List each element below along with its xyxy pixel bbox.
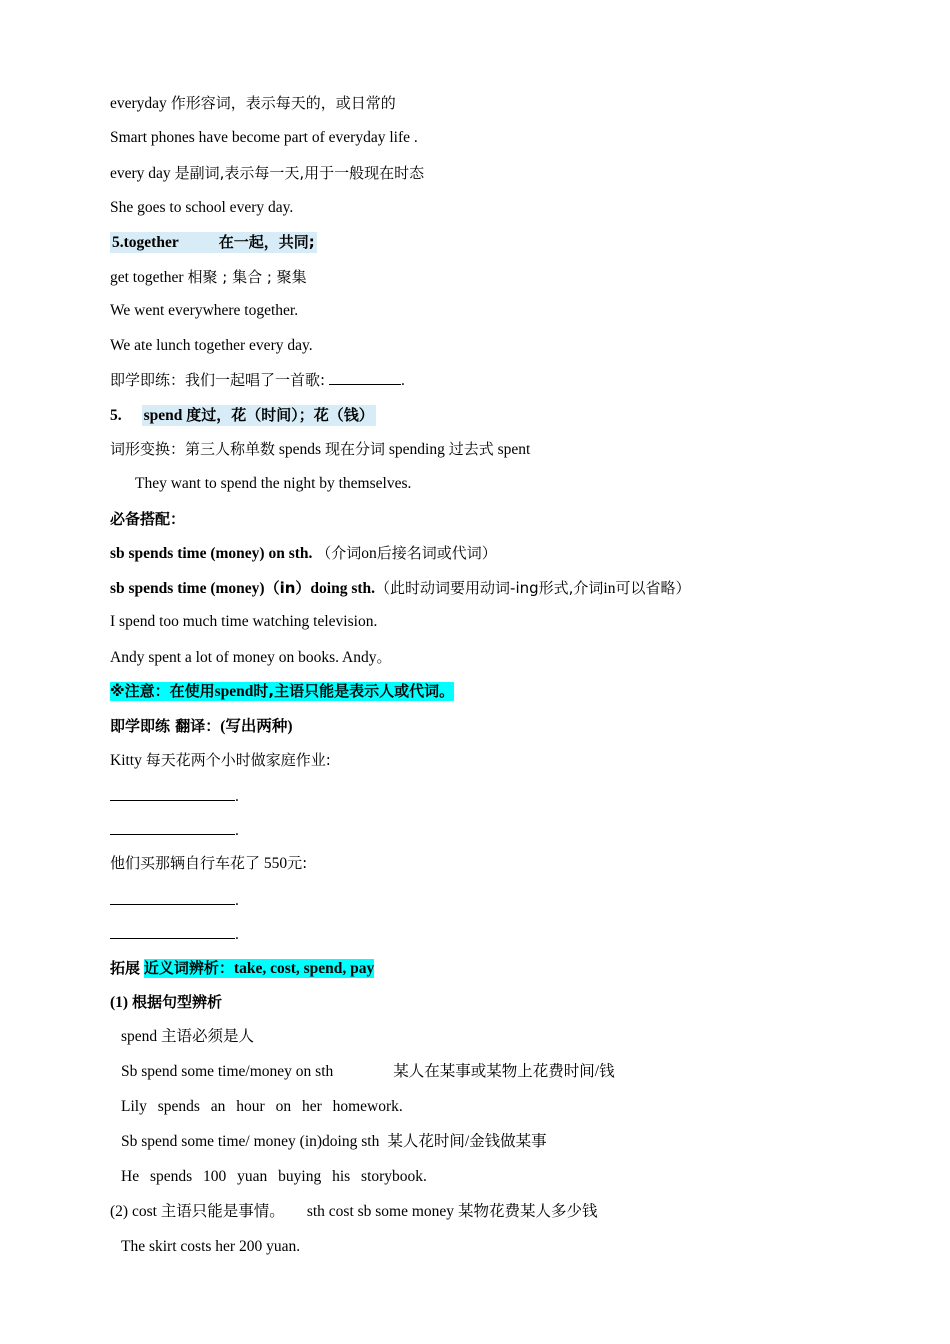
- period: .: [235, 788, 239, 805]
- period: .: [400, 372, 405, 389]
- rule-text: 主语只能是事情。: [160, 1203, 285, 1220]
- label-third-person: 词形变换：第三人称单数: [110, 440, 276, 458]
- heading-highlight: [142, 405, 376, 426]
- answer-blank[interactable]: [329, 370, 401, 385]
- collocation-doing: [110, 578, 691, 599]
- explanation: 是副词,表示每一天,用于一般现在时态: [174, 164, 425, 182]
- pattern: Sb spend some time/ money (in)doing sth: [121, 1133, 380, 1150]
- collocations-heading: 必备搭配：: [110, 510, 186, 528]
- answer-blank[interactable]: [110, 820, 235, 835]
- pattern-in: （in）: [264, 579, 311, 597]
- practice-label: 即学即练 翻译：: [110, 717, 221, 735]
- form-spent: spent: [497, 441, 531, 458]
- practice-line: [110, 370, 405, 391]
- attention-note: [110, 681, 454, 702]
- practice-prompt: 即学即练：我们一起唱了一首歌:: [110, 371, 326, 389]
- period: .: [235, 822, 239, 839]
- answer-line: [110, 924, 239, 945]
- synonyms-label: 近义词辨析：: [143, 959, 234, 977]
- answer-line: [110, 820, 239, 841]
- prompt-end: 元:: [287, 854, 308, 872]
- example-sentence: We went everywhere together.: [110, 302, 299, 319]
- example-sentence: They want to spend the night by themselves.: [135, 475, 412, 492]
- answer-blank[interactable]: [110, 924, 235, 939]
- term: (2) cost: [110, 1203, 157, 1220]
- pattern: sb spends time (money): [110, 580, 265, 597]
- attention-highlight: [110, 682, 454, 701]
- cost-rule: [110, 1202, 597, 1222]
- pattern-meaning: 某物花费某人多少钱: [457, 1203, 598, 1220]
- note-start: ※注意：在使用: [110, 682, 215, 700]
- extension-highlight: [144, 959, 374, 978]
- heading-term: 5.together: [112, 234, 179, 251]
- example-sentence: Smart phones have become part of everyday life .: [110, 129, 418, 146]
- example-sentence: [110, 647, 392, 668]
- pattern-line: [121, 1132, 547, 1152]
- term: everyday: [110, 95, 167, 112]
- note-word: in: [603, 580, 616, 597]
- example-sentence: He spends 100 yuan buying his storybook.: [121, 1168, 427, 1185]
- term: every day: [110, 165, 171, 182]
- synonyms-list: take, cost, spend, pay: [233, 960, 375, 977]
- example-sentence: The skirt costs her 200 yuan.: [121, 1238, 301, 1255]
- pattern-doing: doing sth.: [310, 580, 376, 597]
- prompt-text: 每天花两个小时做家庭作业:: [145, 751, 331, 769]
- prompt-text: 他们买那辆自行车花了: [110, 854, 261, 872]
- extension-heading: [110, 958, 374, 979]
- period: .: [235, 926, 239, 943]
- subheading-text: 根据句型辨析: [131, 993, 222, 1011]
- heading-highlight: [110, 232, 317, 253]
- form-spends: spends: [278, 441, 322, 458]
- note-end: 可以省略）: [615, 579, 691, 597]
- pattern-meaning: 某人在某事或某物上花费时间/钱: [393, 1063, 615, 1080]
- collocation-on: [110, 543, 497, 564]
- note-word: spend: [214, 683, 254, 700]
- spend-rule: [121, 1027, 254, 1047]
- punctuation: 。: [376, 648, 392, 666]
- note: （此时动词要用动词-ing形式,介词: [375, 579, 604, 597]
- term: spend: [121, 1028, 158, 1045]
- label-past-tense: 过去式: [448, 440, 494, 458]
- note-end: 时,主语只能是表示人或代词。: [253, 682, 455, 700]
- note-word: on: [361, 545, 377, 562]
- line-get-together: [110, 267, 307, 288]
- example-sentence: She goes to school every day.: [110, 199, 294, 216]
- word-forms-line: [110, 439, 530, 460]
- explanation: 作形容词，表示每天的，或日常的: [170, 94, 396, 112]
- example-sentence: I spend too much time watching television.: [110, 613, 378, 630]
- heading-number: 5.: [110, 407, 122, 424]
- line-every-day-adv: [110, 163, 424, 184]
- heading-meaning: 度过，花（时间）；花（钱）: [186, 406, 374, 424]
- heading-together: [110, 232, 317, 253]
- practice-instruction: (写出两种): [220, 718, 293, 735]
- period: .: [235, 892, 239, 909]
- answer-blank[interactable]: [110, 890, 235, 905]
- example-sentence: We ate lunch together every day.: [110, 337, 313, 354]
- amount: 550: [263, 855, 288, 872]
- pattern: sth cost sb some money: [306, 1203, 455, 1220]
- heading-spend: [110, 405, 376, 426]
- label-present-participle: 现在分词: [324, 440, 385, 458]
- extension-label: 拓展: [110, 959, 141, 977]
- pattern-line: [121, 1062, 615, 1082]
- phrase-meaning: 相聚 ; 集合 ; 聚集: [187, 268, 307, 286]
- answer-line: [110, 890, 239, 911]
- rule-text: 主语必须是人: [161, 1028, 255, 1045]
- pattern-meaning: 某人花时间/金钱做某事: [387, 1133, 547, 1150]
- translation-prompt: [110, 750, 331, 771]
- example-sentence: Lily spends an hour on her homework.: [121, 1098, 403, 1115]
- phrase: get together: [110, 269, 184, 286]
- form-spending: spending: [388, 441, 445, 458]
- heading-term: spend: [143, 407, 183, 424]
- subheading-1: [110, 992, 222, 1013]
- line-everyday-adj: [110, 93, 396, 114]
- translation-prompt: [110, 853, 307, 874]
- subheading-number: (1): [110, 994, 129, 1011]
- name: Kitty: [110, 752, 142, 769]
- heading-meaning: 在一起，共同;: [218, 233, 315, 251]
- practice-heading: [110, 716, 293, 737]
- answer-blank[interactable]: [110, 786, 235, 801]
- answer-line: [110, 786, 239, 807]
- note-open: （介词: [316, 544, 362, 562]
- pattern: Sb spend some time/money on sth: [121, 1063, 334, 1080]
- pattern: sb spends time (money) on sth.: [110, 545, 313, 562]
- note-close: 后接名词或代词）: [376, 544, 497, 562]
- sentence: Andy spent a lot of money on books. Andy: [110, 649, 377, 666]
